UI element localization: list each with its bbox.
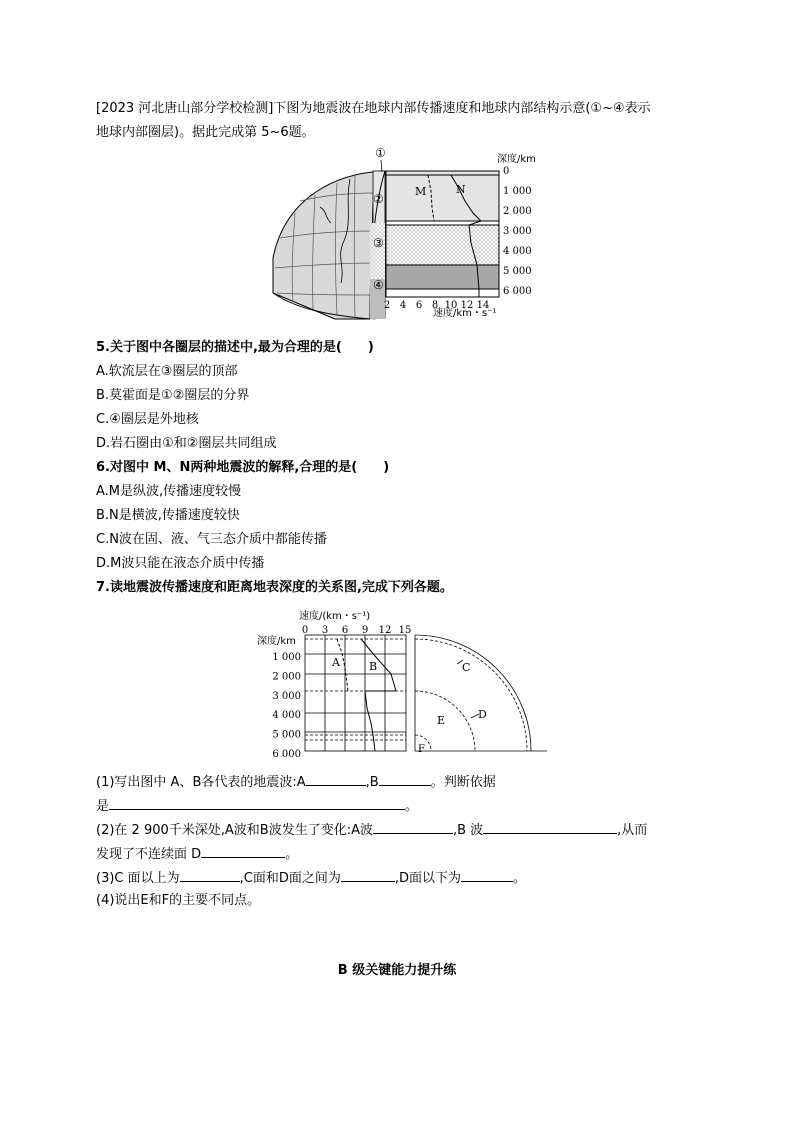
figure-earth-structure-speed bbox=[255, 143, 545, 333]
depth-tick-2: 2 000 bbox=[503, 206, 532, 217]
depth-tick-2-5: 6 000 bbox=[272, 749, 301, 760]
curve-b bbox=[361, 639, 396, 751]
section-b-heading: B 级关键能力提升练 bbox=[337, 963, 457, 978]
depth-title-1: 深度/km bbox=[497, 154, 536, 165]
answer-blank-b-wave[interactable] bbox=[379, 772, 431, 786]
speed-tick-2-3: 9 bbox=[361, 625, 369, 636]
depth-tick-6: 6 000 bbox=[503, 286, 532, 297]
depth-tick-2-0: 1 000 bbox=[272, 652, 301, 663]
layer-mark-3: ③ bbox=[373, 236, 384, 250]
q7-sub2-text-e: 。 bbox=[285, 847, 299, 862]
depth-ticks-2 bbox=[272, 652, 301, 760]
section-label-d: D bbox=[478, 708, 487, 721]
answer-blank-basis[interactable] bbox=[109, 796, 405, 810]
q7-sub1-text-a: (1)写出图中 A、B各代表的地震波:A bbox=[96, 775, 306, 790]
speed-tick-3: 8 bbox=[431, 300, 439, 311]
answer-blank-a-wave[interactable] bbox=[306, 772, 366, 786]
depth-tick-2-4: 5 000 bbox=[272, 729, 301, 741]
depth-tick-0: 0 bbox=[503, 166, 510, 177]
q7-sub2-line2 bbox=[96, 844, 298, 864]
q7-sub2-text-b: ,B 波 bbox=[452, 823, 484, 838]
q6-option-b[interactable]: B.N是横波,传播速度较快 bbox=[96, 508, 240, 523]
depth-tick-4: 4 000 bbox=[503, 246, 532, 257]
q6-option-d[interactable]: D.M波只能在液态介质中传播 bbox=[96, 556, 265, 571]
figure-wave-speed-depth bbox=[255, 608, 555, 760]
answer-blank-a-change[interactable] bbox=[373, 820, 453, 834]
layer-mark-2: ② bbox=[373, 192, 384, 206]
q7-sub3 bbox=[96, 868, 526, 888]
q5-option-a[interactable]: A.软流层在③圈层的顶部 bbox=[96, 364, 238, 379]
speed-tick-0: 2 bbox=[383, 300, 391, 311]
speed-tick-6: 14 bbox=[476, 300, 490, 311]
answer-blank-b-change[interactable] bbox=[483, 820, 617, 834]
intro-line-1: [2023 河北唐山部分学校检测]下图为地震波在地球内部传播速度和地球内部结构示意(①~④表示 bbox=[96, 101, 651, 116]
q5-stem: 5.关于图中各圈层的描述中,最为合理的是( ) bbox=[96, 340, 374, 355]
speed-tick-2-1: 3 bbox=[321, 625, 329, 636]
curve-label-b: B bbox=[369, 660, 378, 673]
q7-sub1-text-c: 。判断依据 bbox=[430, 775, 496, 790]
wave-label-m: M bbox=[415, 185, 427, 198]
q7-sub4: (4)说出E和F的主要不同点。 bbox=[96, 893, 261, 908]
q7-sub1-line1 bbox=[96, 772, 496, 792]
answer-blank-above-c[interactable] bbox=[180, 868, 240, 882]
section-label-c: C bbox=[462, 661, 471, 674]
q7-sub3-text-a: (3)C 面以上为 bbox=[96, 871, 180, 886]
answer-blank-below-d[interactable] bbox=[461, 868, 513, 882]
q5-option-c[interactable]: C.④圈层是外地核 bbox=[96, 412, 199, 427]
q7-sub1-text-e: 。 bbox=[405, 799, 419, 814]
depth-tick-2-2: 3 000 bbox=[272, 690, 301, 702]
q6-stem: 6.对图中 M、N两种地震波的解释,合理的是( ) bbox=[96, 460, 390, 475]
speed-tick-2-5: 15 bbox=[398, 625, 412, 636]
depth-tick-3: 3 000 bbox=[503, 226, 532, 237]
q7-sub3-text-c: ,D面以下为 bbox=[394, 871, 462, 886]
q7-sub2-text-d: 发现了不连续面 D bbox=[96, 847, 202, 862]
speed-tick-2: 6 bbox=[415, 300, 423, 311]
speed-tick-2-2: 6 bbox=[341, 625, 349, 636]
q7-sub2-text-a: (2)在 2 900千米深处,A波和B波发生了变化:A波 bbox=[96, 823, 373, 838]
wave-label-n: N bbox=[456, 183, 466, 196]
speed-title-2: 速度/(km・s⁻¹) bbox=[299, 611, 371, 622]
depth-tick-1: 1 000 bbox=[503, 186, 532, 197]
curve-label-a: A bbox=[332, 656, 340, 669]
q6-option-c[interactable]: C.N波在固、液、气三态介质中都能传播 bbox=[96, 532, 327, 547]
q5-option-d[interactable]: D.岩石圈由①和②圈层共同组成 bbox=[96, 436, 277, 451]
speed-tick-5: 12 bbox=[460, 300, 474, 311]
speed-tick-2-0: 0 bbox=[301, 625, 309, 636]
speed-tick-2-4: 12 bbox=[378, 625, 392, 636]
depth-tick-5: 5 000 bbox=[503, 266, 532, 277]
depth-ticks bbox=[503, 166, 532, 297]
q7-sub2-text-c: ,从而 bbox=[617, 823, 648, 838]
depth-tick-2-1: 2 000 bbox=[272, 671, 301, 683]
speed-tick-4: 10 bbox=[444, 300, 458, 311]
answer-blank-d-surface[interactable] bbox=[201, 844, 285, 858]
speed-ticks-2 bbox=[302, 625, 412, 636]
layer-mark-1: ① bbox=[375, 146, 386, 160]
section-label-e: E bbox=[437, 714, 446, 727]
speed-title-1: 速度/km・s⁻¹ bbox=[433, 308, 497, 319]
q7-sub1-text-b: ,B bbox=[365, 775, 379, 790]
intro-line-2: 地球内部圈层)。据此完成第 5~6题。 bbox=[96, 125, 315, 140]
q7-sub2-line1 bbox=[96, 820, 647, 840]
q6-option-a[interactable]: A.M是纵波,传播速度较慢 bbox=[96, 484, 242, 499]
q7-sub1-text-d: 是 bbox=[96, 799, 110, 814]
q7-sub1-line2 bbox=[96, 796, 418, 816]
speed-tick-1: 4 bbox=[399, 300, 407, 311]
section-label-f: F bbox=[418, 744, 425, 755]
q5-option-b[interactable]: B.莫霍面是①②圈层的分界 bbox=[96, 388, 250, 403]
q7-sub3-text-d: 。 bbox=[513, 871, 527, 886]
q7-sub3-text-b: ,C面和D面之间为 bbox=[239, 871, 341, 886]
q7-stem: 7.读地震波传播速度和距离地表深度的关系图,完成下列各题。 bbox=[96, 580, 453, 595]
depth-title-2: 深度/km bbox=[257, 636, 296, 647]
layer-mark-4: ④ bbox=[373, 278, 384, 292]
answer-blank-between-cd[interactable] bbox=[341, 868, 395, 882]
depth-tick-2-3: 4 000 bbox=[272, 710, 301, 722]
